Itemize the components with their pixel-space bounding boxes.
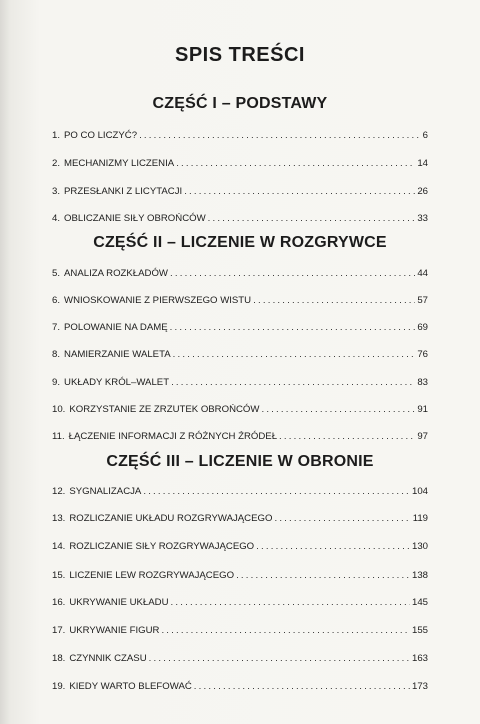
entry-title: SYGNALIZACJA [69,486,142,497]
dot-leader [253,295,415,306]
entry-number: 11. [52,431,65,442]
entry-page: 14 [417,158,428,169]
entry-title: WNIOSKOWANIE Z PIERWSZEGO WISTU [64,295,252,306]
entry-page: 145 [411,597,428,608]
entry-title: NAMIERZANIE WALETA [64,349,171,360]
entry-number: 5. [52,268,61,279]
toc-entry[interactable] [52,570,428,584]
entry-title: MECHANIZMY LICZENIA [64,158,175,169]
toc-entry[interactable] [52,513,428,527]
dot-leader [171,597,410,608]
entry-page: 76 [417,349,428,360]
entry-number: 9. [52,377,61,388]
dot-leader [161,625,410,636]
entry-number: 7. [52,322,61,333]
entry-page: 138 [411,570,428,581]
entry-number: 10. [52,404,66,415]
entry-number: 3. [52,186,61,197]
dot-leader [143,486,410,497]
entry-page: 173 [411,681,428,692]
entry-title: UKRYWANIE FIGUR [69,625,160,636]
dot-leader [236,570,410,581]
dot-leader [139,130,421,141]
entry-title: LICZENIE LEW ROZGRYWAJĄCEGO [69,570,235,581]
part-heading: CZĘŚĆ II – LICZENIE W ROZGRYWCE [93,234,387,251]
toc-entry[interactable] [52,130,428,144]
entry-page: 130 [411,541,428,552]
entry-title: OBLICZANIE SIŁY OBROŃCÓW [64,213,206,224]
entry-number: 19. [52,681,66,692]
dot-leader [208,213,416,224]
dot-leader [171,377,415,388]
entry-title: ROZLICZANIE UKŁADU ROZGRYWAJĄCEGO [69,513,273,524]
entry-page: 91 [417,404,428,415]
entry-title: PRZESŁANKI Z LICYTACJI [64,186,183,197]
dot-leader [184,186,415,197]
toc-entry[interactable] [52,213,428,227]
entry-number: 12. [52,486,66,497]
entry-number: 6. [52,295,61,306]
entry-title: ANALIZA ROZKŁADÓW [64,268,168,279]
entry-title: POLOWANIE NA DAMĘ [64,322,168,333]
dot-leader [194,681,410,692]
entry-page: 83 [417,377,428,388]
toc-entry[interactable] [52,295,428,309]
dot-leader [261,404,415,415]
part-heading: CZĘŚĆ I – PODSTAWY [152,95,328,112]
toc-entry[interactable] [52,158,428,172]
entry-page: 97 [417,431,428,442]
entry-number: 16. [52,597,66,608]
entry-number: 14. [52,541,66,552]
dot-leader [176,158,415,169]
entry-number: 4. [52,213,61,224]
dot-leader [279,431,415,442]
entry-page: 44 [417,268,428,279]
dot-leader [170,268,415,279]
entry-page: 57 [417,295,428,306]
dot-leader [274,513,410,524]
toc-entry[interactable] [52,186,428,200]
entry-page: 104 [411,486,428,497]
entry-title: KORZYSTANIE ZE ZRZUTEK OBROŃCÓW [69,404,260,415]
entry-page: 26 [417,186,428,197]
part-heading: CZĘŚĆ III – LICZENIE W OBRONIE [106,453,374,470]
toc-entry[interactable] [52,349,428,363]
entry-title: ŁĄCZENIE INFORMACJI Z RÓŻNYCH ŹRÓDEŁ [68,431,278,442]
toc-entry[interactable] [52,486,428,500]
entry-page: 119 [412,513,428,524]
entry-number: 15. [52,570,66,581]
dot-leader [170,322,416,333]
toc-entry[interactable] [52,404,428,418]
entry-title: CZYNNIK CZASU [69,653,147,664]
toc-entry[interactable] [52,597,428,611]
entry-page: 33 [417,213,428,224]
toc-entry[interactable] [52,322,428,336]
toc-entry[interactable] [52,268,428,282]
entry-page: 6 [422,130,428,141]
dot-leader [149,653,410,664]
toc-entry[interactable] [52,377,428,391]
entry-title: UKŁADY KRÓL–WALET [64,377,170,388]
entry-title: PO CO LICZYĆ? [64,130,138,141]
entry-title: ROZLICZANIE SIŁY ROZGRYWAJĄCEGO [69,541,255,552]
entry-title: KIEDY WARTO BLEFOWAĆ [69,681,192,692]
entry-number: 1. [52,130,61,141]
entry-number: 17. [52,625,66,636]
entry-page: 163 [411,653,428,664]
dot-leader [173,349,416,360]
dot-leader [256,541,410,552]
entry-page: 69 [417,322,428,333]
entry-title: UKRYWANIE UKŁADU [69,597,169,608]
toc-entry[interactable] [52,625,428,639]
toc-entry[interactable] [52,653,428,667]
entry-number: 13. [52,513,66,524]
toc-entry[interactable] [52,681,428,695]
entry-number: 18. [52,653,66,664]
page-title: SPIS TREŚCI [175,44,305,66]
entry-number: 2. [52,158,61,169]
entry-number: 8. [52,349,61,360]
toc-entry[interactable] [52,431,428,445]
toc-entry[interactable] [52,541,428,555]
entry-page: 155 [411,625,428,636]
